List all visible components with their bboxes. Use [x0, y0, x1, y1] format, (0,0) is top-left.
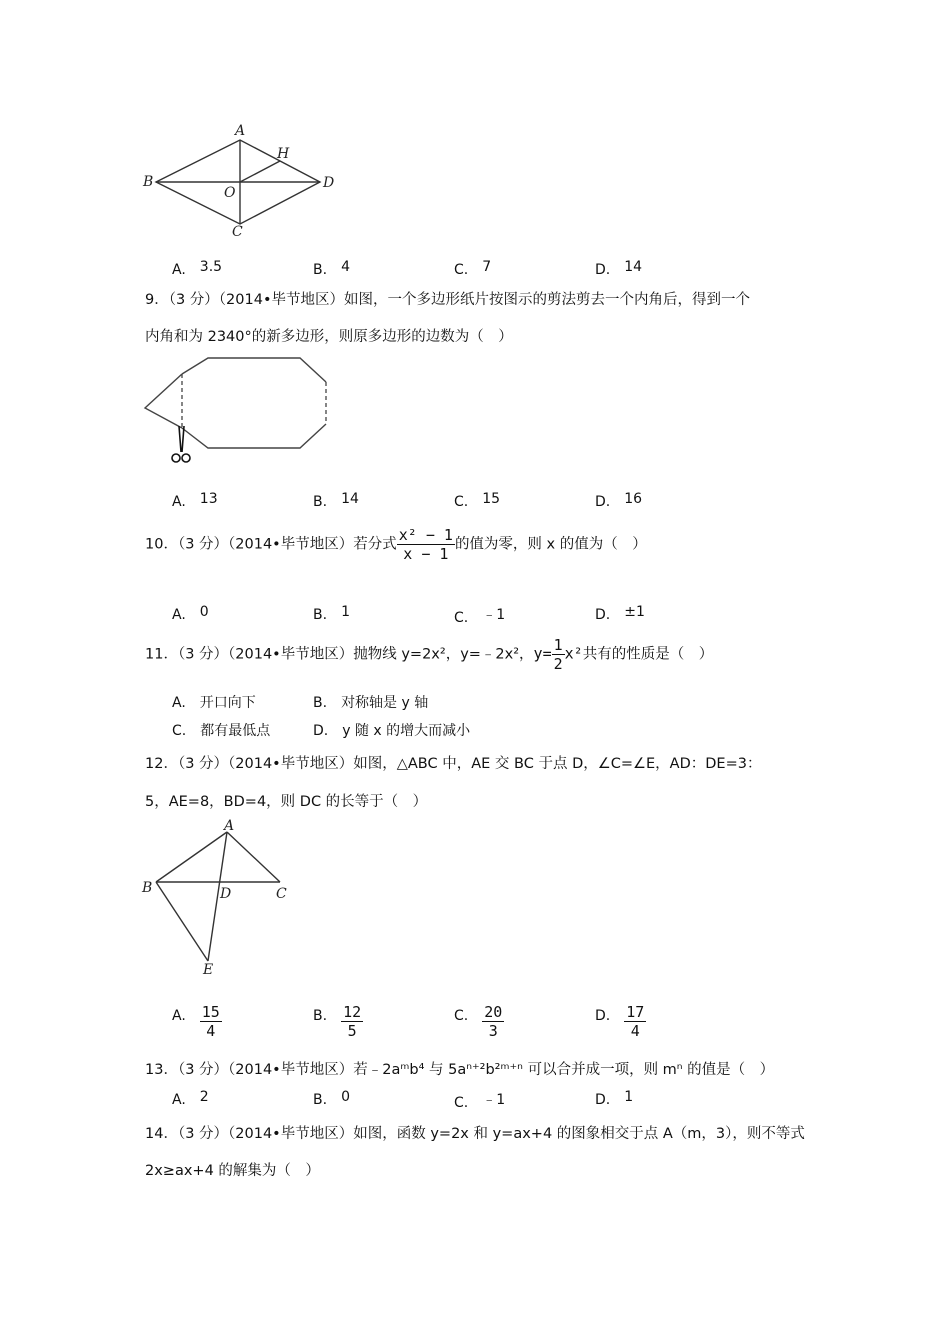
rhombus-figure [140, 118, 340, 240]
q8-option-c[interactable]: C. 7 [454, 259, 492, 278]
q9-option-c[interactable]: C. 15 [454, 491, 501, 510]
q11-option-c[interactable]: C. 都有最低点 [172, 723, 271, 739]
q14-text-line2: 2x≥ax+4 的解集为（ ） [145, 1163, 320, 1179]
label-C: C [232, 224, 243, 240]
q11-question [145, 636, 713, 673]
q12-option-c[interactable]: C. $\frac{20}{3}$ [454, 1003, 503, 1040]
q9-text-line1: 9．（3 分）（2014•毕节地区）如图，一个多边形纸片按图示的剪法剪去一个内角后，得到一个 [145, 292, 751, 308]
q8-option-d[interactable]: D. 14 [595, 259, 643, 278]
label-E: E [203, 962, 214, 978]
q10-option-c[interactable]: C. ﹣1 [454, 607, 506, 626]
q11-option-d[interactable]: D. y 随 x 的增大而减小 [313, 723, 471, 739]
q11-option-b[interactable]: B. 对称轴是 y 轴 [313, 695, 429, 711]
label-B: B [142, 880, 153, 896]
q11-prefix: 11．（3 分）（2014•毕节地区）抛物线 y=2x²，y=﹣2x²， [145, 646, 534, 663]
q11-fraction [552, 636, 565, 673]
polygon-cut-figure [140, 352, 340, 472]
q12-option-b[interactable]: B. $\frac{12}{5}$ [313, 1003, 362, 1040]
label-A: A [235, 123, 246, 139]
label-D: D [323, 175, 335, 191]
label-B: B [143, 174, 154, 190]
label-D: D [220, 886, 232, 902]
q14-text-line1: 14．（3 分）（2014•毕节地区）如图，函数 y=2x 和 y=ax+4 的图象相交于点 A（m，3），则不等式 [145, 1126, 805, 1142]
q10-question [145, 526, 647, 563]
q13-option-d[interactable]: D. 1 [595, 1089, 634, 1108]
q11-suffix: 共有的性质是（ ） [582, 646, 714, 663]
q9-option-b[interactable]: B. 14 [313, 491, 359, 510]
q10-prefix: 10．（3 分）（2014•毕节地区）若分式 [145, 536, 397, 553]
q10-option-b[interactable]: B. 1 [313, 604, 350, 623]
label-O: O [224, 185, 236, 201]
q10-option-d[interactable]: D. ±1 [595, 604, 645, 623]
q12-text-line2: 5，AE=8，BD=4，则 DC 的长等于（ ） [145, 794, 428, 810]
triangle-figure [140, 816, 310, 980]
q10-frac-num: x² − 1 [398, 526, 453, 544]
q9-text-line2: 内角和为 2340°的新多边形，则原多边形的边数为（ ） [145, 329, 513, 345]
q11-frac-num: 1 [553, 636, 563, 654]
q13-option-a[interactable]: A. 2 [172, 1089, 209, 1108]
q9-option-a[interactable]: A. 13 [172, 491, 218, 510]
q13-option-c[interactable]: C. ﹣1 [454, 1092, 506, 1111]
q10-suffix: 的值为零，则 x 的值为（ ） [454, 536, 647, 553]
q8-option-b[interactable]: B. 4 [313, 259, 350, 278]
label-H: H [277, 146, 290, 162]
q8-option-a[interactable]: A. 3.5 [172, 259, 223, 278]
q12-text-line1: 12．（3 分）（2014•毕节地区）如图，△ABC 中，AE 交 BC 于点 D，∠C=∠E，AD：DE=3： [145, 756, 762, 772]
label-A: A [224, 818, 235, 834]
q9-option-d[interactable]: D. 16 [595, 491, 643, 510]
q10-fraction [397, 526, 455, 563]
q13-option-b[interactable]: B. 0 [313, 1089, 350, 1108]
q11-option-a[interactable]: A. 开口向下 [172, 695, 256, 711]
q12-option-a[interactable]: A. $\frac{15}{4}$ [172, 1003, 220, 1040]
q12-option-d[interactable]: D. $\frac{17}{4}$ [595, 1003, 645, 1040]
q13-question: 13．（3 分）（2014•毕节地区）若﹣2aᵐb⁴ 与 5aⁿ⁺²b²ᵐ⁺ⁿ 可以合并成一项，则 mⁿ 的值是（ ） [145, 1062, 775, 1078]
q11-x-sq: x² [564, 644, 583, 663]
label-C: C [276, 886, 287, 902]
q10-frac-den: x − 1 [403, 545, 449, 563]
q11-y-eq: y= [533, 644, 552, 663]
q11-frac-den: 2 [553, 655, 563, 673]
q10-option-a[interactable]: A. 0 [172, 604, 209, 623]
